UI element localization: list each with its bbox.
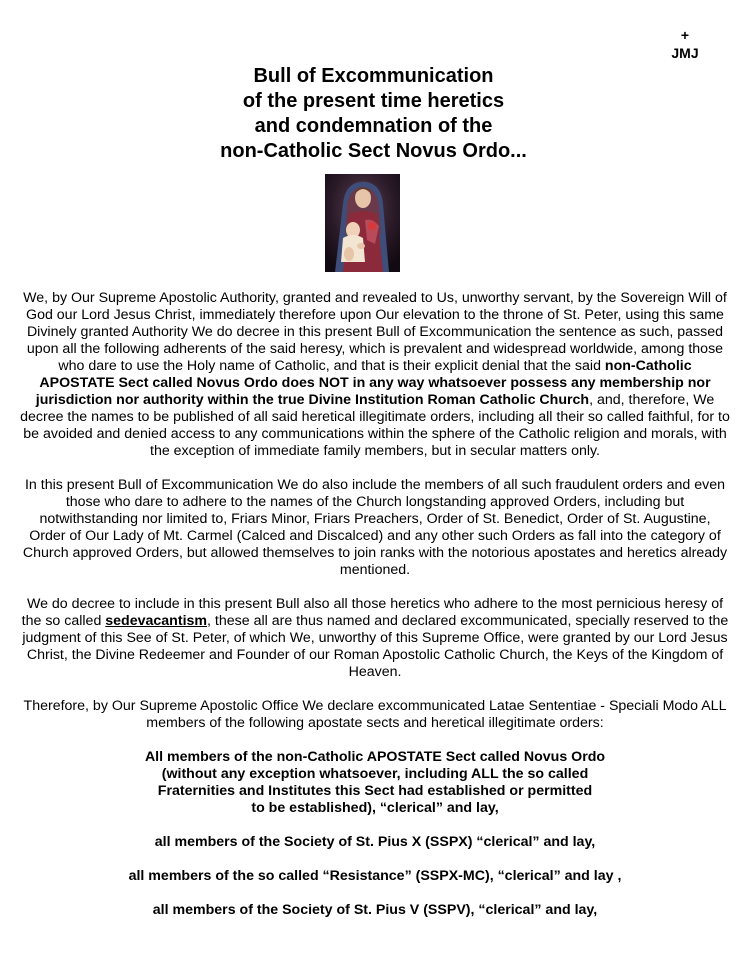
paragraph-sedevacantism-part-2: , these all are thus named and declared excommunicated, specially reserved to the judgment of this See of St. Peter, of which We, unworthy of this Supreme Office, were granted by our Lord Jesus Christ, the Divine Redeemer and Founder of our Roman Apostolic Catholic Church, the Keys of the Kingdom of Heaven. <box>22 613 729 680</box>
paragraph-orders: In this present Bull of Excommunication We do also include the members of all such fraudulent orders and even those who dare to adhere to the names of the Church longstanding approved Orders, including but notwithstanding nor limited to, Friars Minor, Friars Preachers, Order of St. Benedict, Order of St. Augustine, Order of Our Lady of Mt. Carmel (Calced and Discalced) and any other such Orders as fall into the category of Church approved Orders, but allowed themselves to join ranks with the notorious apostates and heretics already mentioned. <box>22 477 728 578</box>
list-item-resistance: all members of the so called “Resistance” (SSPX-MC), “clerical” and lay , <box>128 868 622 884</box>
paragraph-authority <box>20 290 730 460</box>
paragraph-sedevacantism-part-1: We do decree to include in this present Bull also all those heretics who adhere to the most pernicious heresy of the so called <box>21 596 724 629</box>
document-title <box>0 64 747 164</box>
list-item-sspx: all members of the Society of St. Pius X (SSPX) “clerical” and lay, <box>154 834 596 850</box>
paragraph-authority-emphasis: non-Catholic APOSTATE Sect called Novus Ordo does NOT in any way whatsoever possess any membership nor jurisdiction nor authority within the true Divine Institution Roman Catholic Church <box>35 358 711 408</box>
document-body <box>20 290 730 936</box>
title-line-4: non-Catholic Sect Novus Ordo... <box>220 140 527 162</box>
list-item-novus-ordo-line-3: Fraternities and Institutes this Sect had established or permitted <box>157 783 593 799</box>
list-item-sspv: all members of the Society of St. Pius V (SSPV), “clerical” and lay, <box>152 902 598 918</box>
header-monogram <box>640 26 730 62</box>
title-line-2: of the present time heretics <box>242 90 505 112</box>
jmj-monogram: JMJ <box>671 45 699 61</box>
paragraph-sedevacantism <box>20 596 730 681</box>
paragraph-authority-part-2: , and, therefore, We decree the names to be published of all said heretical illegitimate orders, including all their so called faithful, for to be avoided and denied access to any communications within the sphere of the Catholic religion and morals, with the exception of immediate family members, but in secular matters only. <box>20 392 730 459</box>
title-line-1: Bull of Excommunication <box>253 65 494 87</box>
cross-mark: + <box>680 27 690 43</box>
title-line-3: and condemnation of the <box>254 115 493 137</box>
list-item-novus-ordo-line-4: to be established), “clerical” and lay, <box>251 800 499 816</box>
madonna-and-child-image <box>325 174 400 272</box>
excommunicated-groups-list <box>20 749 730 919</box>
paragraph-declaration: Therefore, by Our Supreme Apostolic Office We declare excommunicated Latae Sententiae - Speciali Modo ALL members of the following apostate sects and heretical illegitimate orders: <box>23 698 727 731</box>
list-item-novus-ordo <box>20 749 730 817</box>
list-item-novus-ordo-line-1: All members of the non-Catholic APOSTATE Sect called Novus Ordo <box>144 749 606 765</box>
list-item-novus-ordo-line-2: (without any exception whatsoever, including ALL the so called <box>161 766 589 782</box>
paragraph-authority-part-1: We, by Our Supreme Apostolic Authority, granted and revealed to Us, unworthy servant, by the Sovereign Will of God our Lord Jesus Christ, immediately therefore upon Our elevation to the throne of St. Peter, using this same Divinely granted Authority We do decree in this present Bull of Excommunication the sentence as such, passed upon all the following adherents of the said heresy, which is prevalent and widespread worldwide, among those who dare to use the Holy name of Catholic, and that is their explicit denial that the said <box>23 290 727 374</box>
sedevacantism-emphasis: sedevacantism <box>105 613 208 629</box>
